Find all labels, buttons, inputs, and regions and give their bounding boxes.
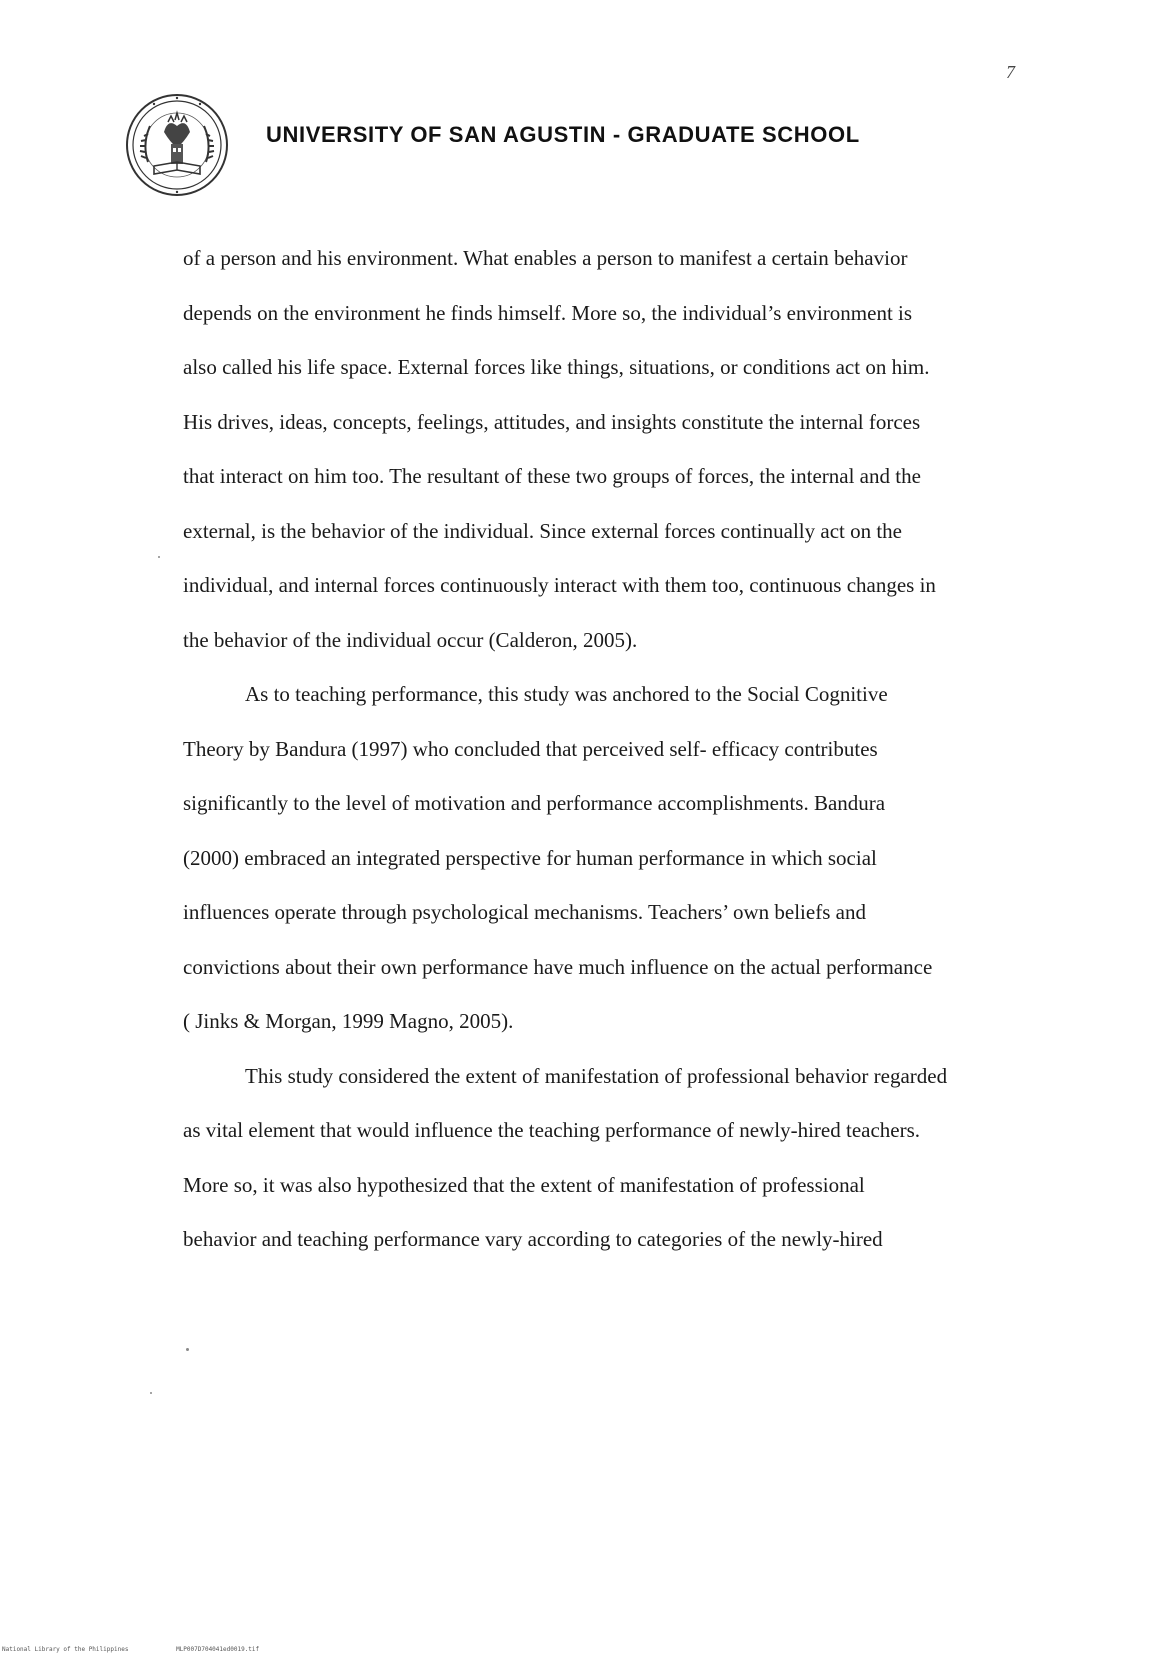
- footer-file-id: MLP007D704041ed0019.tif: [176, 1646, 260, 1653]
- scan-speck: [150, 1392, 152, 1394]
- text-line: the behavior of the individual occur (Calderon, 2005).: [183, 627, 638, 652]
- text-line: also called his life space. External forces like things, situations, or conditions act on him.: [183, 355, 930, 379]
- body-text: [183, 246, 1033, 1282]
- footer-library: National Library of the Philippines: [2, 1646, 129, 1653]
- text-line: (2000) embraced an integrated perspective for human performance in which social: [183, 845, 877, 870]
- scan-speck: [158, 556, 160, 558]
- text-line: of a person and his environment. What enables a person to manifest a certain behavior: [183, 246, 908, 270]
- page-title: UNIVERSITY OF SAN AGUSTIN - GRADUATE SCHOOL: [266, 122, 860, 147]
- text-line: significantly to the level of motivation and performance accomplishments. Bandura: [183, 791, 886, 815]
- text-line: More so, it was also hypothesized that the extent of manifestation of professional: [183, 1172, 865, 1197]
- text-line: convictions about their own performance have much influence on the actual performance: [183, 954, 933, 979]
- text-line: behavior and teaching performance vary according to categories of the newly-hired: [183, 1227, 883, 1251]
- page-number: 7: [1006, 62, 1015, 82]
- text-line: that interact on him too. The resultant of these two groups of forces, the internal and the: [183, 464, 921, 488]
- text-line: external, is the behavior of the individual. Since external forces continually act on the: [183, 518, 903, 543]
- text-line: Theory by Bandura (1997) who concluded that perceived self- efficacy contributes: [183, 736, 878, 761]
- text-line: as vital element that would influence the teaching performance of newly-hired teachers.: [183, 1118, 921, 1142]
- scan-footer: [2, 1646, 259, 1653]
- paragraph-start-line: As to teaching performance, this study was anchored to the Social Cognitive: [245, 682, 888, 706]
- scan-speck: [186, 1348, 189, 1351]
- text-line: influences operate through psychological mechanisms. Teachers’ own beliefs and: [183, 900, 866, 924]
- paragraph-start-line: This study considered the extent of manifestation of professional behavior regarded: [245, 1063, 948, 1088]
- text-line: ( Jinks & Morgan, 1999 Magno, 2005).: [183, 1009, 514, 1033]
- text-line: His drives, ideas, concepts, feelings, attitudes, and insights constitute the internal forces: [183, 409, 921, 434]
- text-line: individual, and internal forces continuously interact with them too, continuous changes in: [183, 573, 936, 597]
- university-seal-icon: [124, 92, 230, 198]
- text-line: depends on the environment he finds himself. More so, the individual’s environment is: [183, 300, 913, 325]
